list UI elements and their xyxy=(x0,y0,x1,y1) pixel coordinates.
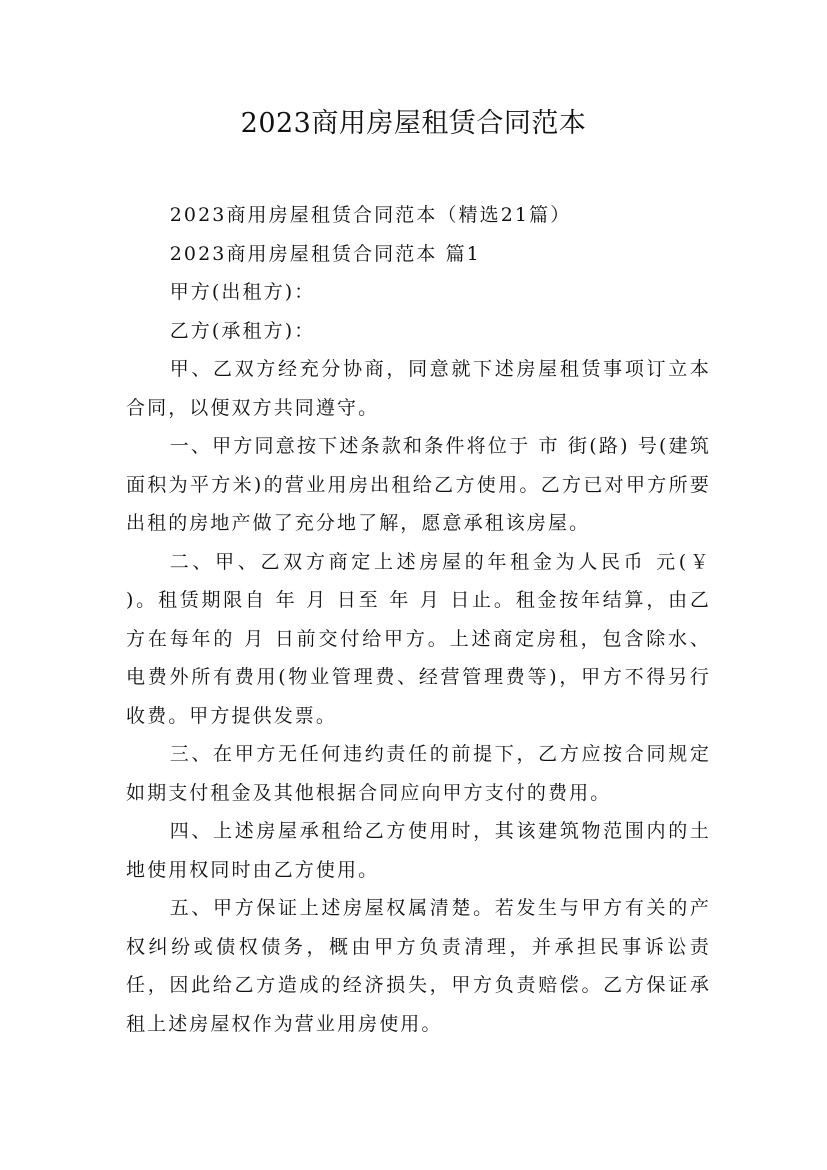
document-body xyxy=(126,196,711,1043)
paragraph-preamble: 甲、乙双方经充分协商，同意就下述房屋租赁事项订立本合同，以便双方共同遵守。 xyxy=(126,358,711,419)
paragraph-clause-1: 一、甲方同意按下述条款和条件将位于 市 街(路) 号(建筑面积为平方米)的营业用房出租给乙方使用。乙方已对甲方所要出租的房地产做了充分地了解，愿意承租该房屋。 xyxy=(126,435,711,534)
paragraph-subtitle: 2023商用房屋租赁合同范本（精选21篇） xyxy=(169,204,572,226)
paragraph-party-b: 乙方(承租方)： xyxy=(169,319,316,342)
paragraph-party-a: 甲方(出租方)： xyxy=(169,281,316,303)
paragraph-clause-5: 五、甲方保证上述房屋权属清楚。若发生与甲方有关的产权纠纷或债权债务，概由甲方负责清理，并承担民事诉讼责任，因此给乙方造成的经济损失，甲方负责赔偿。乙方保证承租上述房屋权作为营业用房使用。 xyxy=(126,897,711,1035)
paragraph-clause-2: 二、甲、乙双方商定上述房屋的年租金为人民币 元(￥ )。租赁期限自 年 月 日至 年 月 日止。租金按年结算，由乙方在每年的 月 日前交付给甲方。上述商定房租，包含除水、电费外所有费用(物业管理费、经营管理费等)，甲方不得另行收费。甲方提供发票。 xyxy=(126,550,711,727)
paragraph-clause-4: 四、上述房屋承租给乙方使用时，其该建筑物范围内的土地使用权同时由乙方使用。 xyxy=(126,820,711,881)
paragraph-section-heading: 2023商用房屋租赁合同范本 篇1 xyxy=(169,242,481,265)
paragraph-clause-3: 三、在甲方无任何违约责任的前提下，乙方应按合同规定如期支付租金及其他根据合同应向甲方支付的费用。 xyxy=(126,743,711,804)
document-title: 2023商用房屋租赁合同范本 xyxy=(240,108,587,139)
